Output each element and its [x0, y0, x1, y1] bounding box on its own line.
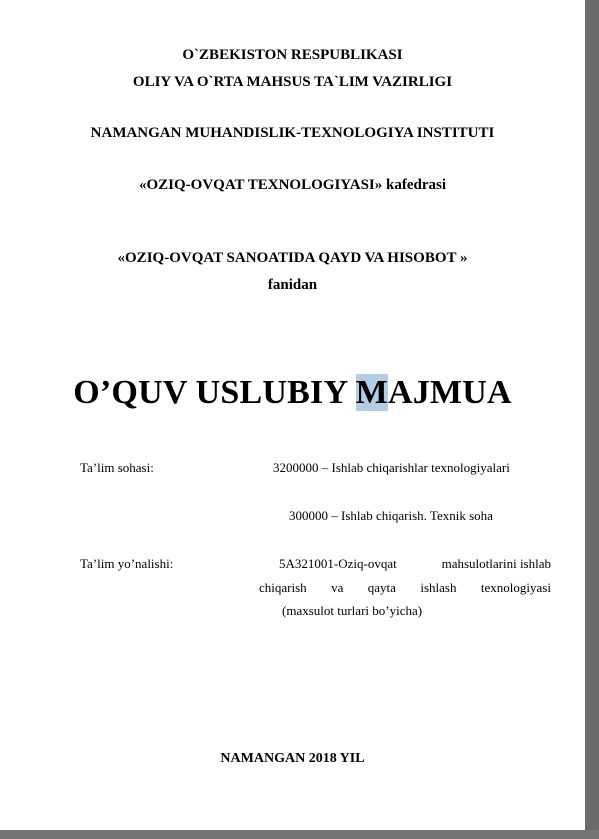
direction-line-1 [279, 556, 551, 572]
direction-label: Ta’lim yo’nalishi: [80, 556, 174, 571]
direction-line-2 [259, 580, 551, 596]
title-after: AJMUA [387, 374, 512, 411]
department-suffix: kafedrasi [382, 177, 446, 193]
footer-city-year: NAMANGAN 2018 YIL [220, 751, 365, 766]
country-heading: O`ZBEKISTON RESPUBLIKASI [182, 47, 403, 63]
direction-line-3: (maxsulot turlari bo’yicha) [282, 603, 423, 618]
vertical-scrollbar[interactable] [585, 0, 599, 839]
direction-word: qayta [367, 580, 396, 595]
department-name: «OZIQ-OVQAT TEXNOLOGIYASI» [138, 177, 383, 193]
direction-word: texnologiyasi [480, 580, 551, 595]
field-value-1: 3200000 – Ishlab chiqarishlar texnologiyalari [273, 460, 510, 475]
direction-code: 5A321001-Oziq-ovqat [279, 556, 397, 571]
direction-word: va [331, 580, 344, 595]
institute-heading: NAMANGAN MUHANDISLIK-TEXNOLOGIYA INSTITUTI [90, 125, 495, 141]
horizontal-scrollbar[interactable] [0, 830, 599, 839]
direction-line1-rest: mahsulotlarini ishlab [441, 556, 551, 571]
direction-word: chiqarish [259, 580, 307, 595]
subject-title: «OZIQ-OVQAT SANOATIDA QAYD VA HISOBOT » [117, 250, 468, 266]
field-label: Ta’lim sohasi: [80, 460, 154, 475]
field-value-2: 300000 – Ishlab chiqarish. Texnik soha [289, 508, 493, 523]
title-before: O’QUV USLUBIY [73, 374, 356, 411]
department-line [0, 177, 585, 194]
direction-word: ishlash [420, 580, 457, 595]
ministry-heading: OLIY VA O`RTA MAHSUS TA`LIM VAZIRLIGI [132, 74, 453, 90]
document-title [0, 374, 585, 412]
title-selected-letter[interactable]: M [355, 374, 388, 411]
subject-suffix: fanidan [267, 277, 318, 293]
